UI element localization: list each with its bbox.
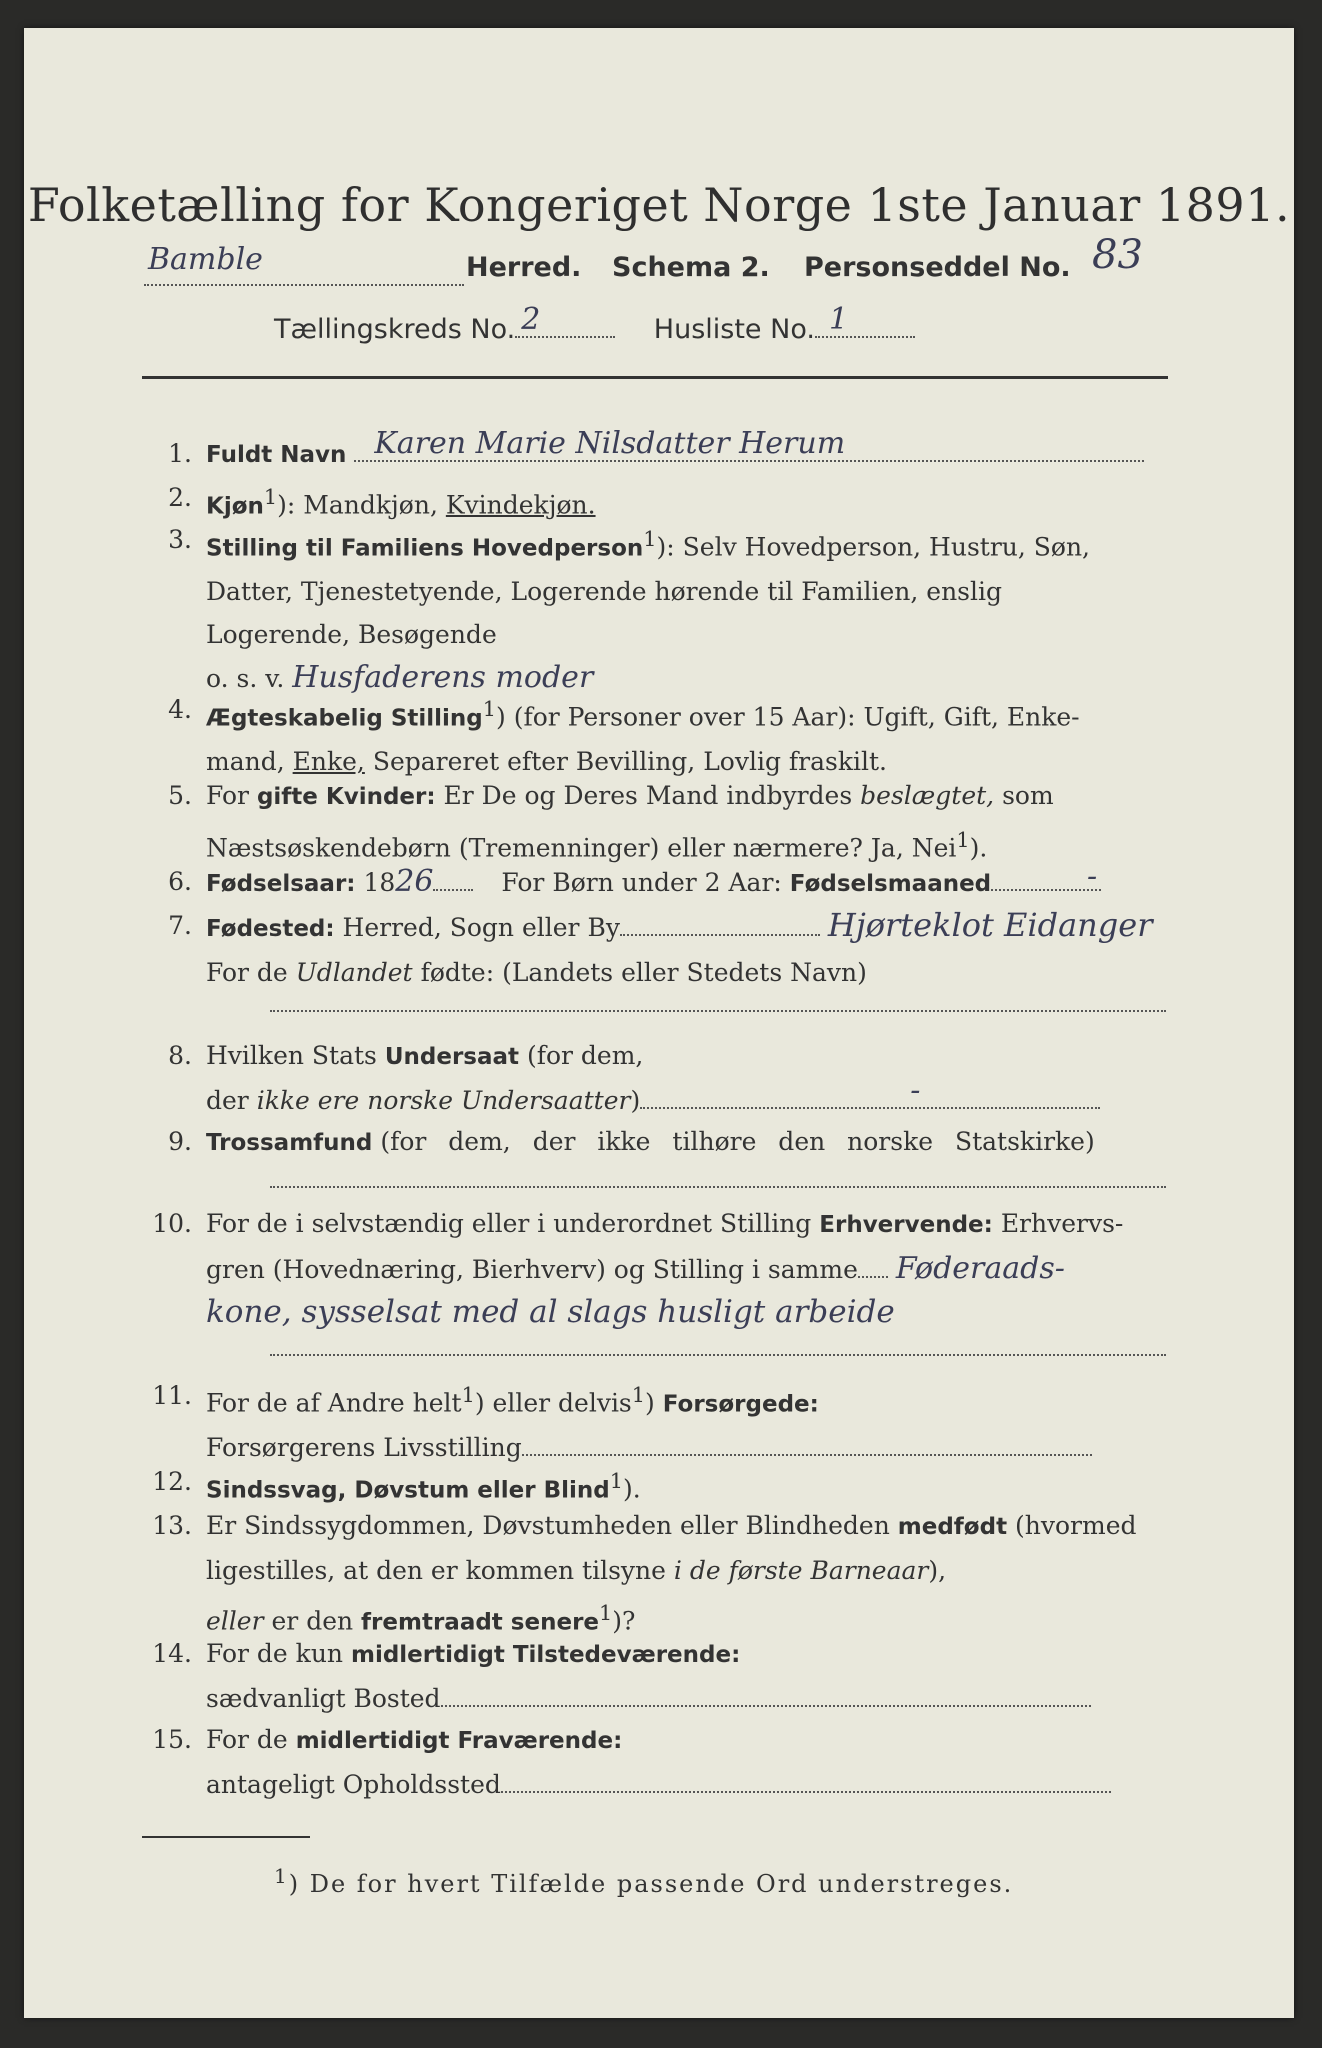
item-label: medfødt bbox=[897, 1514, 1008, 1540]
item-text: Hvilken Stats bbox=[206, 1041, 377, 1070]
item-text: Er De og Deres Mand indbyrdes bbox=[443, 781, 853, 810]
item-label: Ægteskabelig Stilling bbox=[206, 705, 483, 732]
item-text: er den bbox=[271, 1606, 354, 1636]
item-text: ) (for Personer over 15 Aar): Ugift, Gift, Enke- bbox=[496, 702, 1080, 732]
item-text: sædvanligt Bosted bbox=[206, 1684, 441, 1713]
item-label: midlertidigt Fraværende: bbox=[295, 1728, 623, 1754]
item-number: 3. bbox=[168, 525, 192, 554]
herred-value: Bamble bbox=[148, 242, 263, 277]
herred-label: Herred. bbox=[466, 252, 582, 283]
item-number: 11. bbox=[152, 1381, 192, 1410]
item-label: Stilling til Familiens Hovedperson bbox=[206, 535, 644, 562]
kreds-value: 2 bbox=[521, 302, 541, 337]
item-text: ) bbox=[645, 1388, 655, 1418]
item-number: 5. bbox=[168, 781, 192, 810]
item-label: Undersaat bbox=[384, 1044, 520, 1070]
item-text: (for dem, bbox=[526, 1041, 644, 1070]
item-text: For de bbox=[206, 1725, 288, 1754]
item-text: (for dem, der ikke tilhøre den norske Statskirke) bbox=[380, 1127, 1095, 1156]
item-text: gren (Hovednæring, Bierhverv) og Stilling i samme bbox=[206, 1255, 858, 1284]
item-label: Sindssvag, Døvstum eller Blind bbox=[206, 1477, 610, 1504]
item-label: Erhvervende: bbox=[819, 1212, 993, 1238]
relation-value: Husfaderens moder bbox=[292, 660, 594, 696]
item-text: Datter, Tjenestetyende, Logerende hørende til Familien, enslig bbox=[206, 577, 1003, 607]
item-label: Fødselsaar: bbox=[206, 871, 356, 897]
selected-option: Enke, bbox=[292, 747, 365, 777]
item-number: 12. bbox=[152, 1467, 192, 1496]
item-number: 10. bbox=[152, 1209, 192, 1238]
item-number: 2. bbox=[168, 483, 192, 512]
footnote-marker: 1 bbox=[274, 1864, 289, 1888]
footnote-text: ) De for hvert Tilfælde passende Ord understreges. bbox=[288, 1870, 1014, 1898]
item-text: ikke ere norske Undersaatter bbox=[256, 1086, 631, 1115]
item-number: 6. bbox=[168, 867, 192, 896]
item-number: 7. bbox=[168, 911, 192, 940]
blank-line bbox=[270, 1010, 1166, 1012]
personseddel-value: 83 bbox=[1092, 232, 1143, 278]
husliste-value: 1 bbox=[828, 302, 849, 337]
item-text: ): Mandkjøn, bbox=[277, 490, 438, 520]
item-text: For bbox=[206, 781, 249, 810]
item-text: antageligt Opholdssted bbox=[206, 1770, 501, 1799]
footnote-marker: 1 bbox=[482, 697, 497, 721]
citizenship-value: - bbox=[910, 1073, 921, 1108]
occupation-value-cont: kone, sysselsat med al slags husligt arbeide bbox=[206, 1294, 895, 1330]
item-number: 14. bbox=[152, 1639, 192, 1668]
item-text: (hvormed bbox=[1015, 1511, 1137, 1540]
item-number: 13. bbox=[152, 1511, 192, 1540]
item-text: der bbox=[206, 1086, 249, 1115]
footnote bbox=[274, 1864, 1013, 1898]
item-label: midlertidigt Tilstedeværende: bbox=[350, 1642, 741, 1668]
item-number: 15. bbox=[152, 1725, 192, 1754]
item-text: For de kun bbox=[206, 1639, 344, 1668]
item-number: 9. bbox=[168, 1127, 192, 1156]
name-value: Karen Marie Nilsdatter Herum bbox=[374, 426, 846, 461]
item-label: Fødselsmaaned bbox=[789, 871, 992, 897]
item-text: 18 bbox=[363, 868, 396, 897]
item-label: gifte Kvinder: bbox=[256, 784, 436, 810]
selected-option: Kvindekjøn. bbox=[445, 490, 596, 520]
item-text: mand, bbox=[206, 747, 285, 777]
item-text: ) bbox=[630, 1086, 641, 1115]
item-text: beslægtet, bbox=[860, 781, 995, 810]
item-text: )? bbox=[612, 1606, 636, 1636]
item-label: Trossamfund bbox=[206, 1130, 373, 1156]
item-number: 4. bbox=[168, 695, 192, 724]
item-text: eller bbox=[206, 1606, 264, 1636]
item-text: For de af Andre helt bbox=[206, 1388, 462, 1418]
item-text: ): Selv Hovedperson, Hustru, Søn, bbox=[656, 532, 1090, 562]
item-text: Herred, Sogn eller By bbox=[342, 913, 620, 942]
item-text: Logerende, Besøgende bbox=[206, 620, 497, 650]
item-text: som bbox=[1002, 781, 1054, 810]
item-text: ). bbox=[623, 1474, 641, 1504]
birth-year-value: 26 bbox=[395, 864, 434, 899]
birthplace-value: Hjørteklot Eidanger bbox=[827, 906, 1153, 944]
item-text: ) eller delvis bbox=[474, 1388, 632, 1418]
item-text: For de i selvstændig eller i underordnet Stilling bbox=[206, 1209, 812, 1238]
schema-label: Schema 2. bbox=[612, 252, 770, 283]
header-row bbox=[144, 232, 1164, 296]
footnote-rule bbox=[142, 1836, 310, 1838]
item-text: For de bbox=[206, 958, 288, 987]
item-number: 8. bbox=[168, 1041, 192, 1070]
husliste-label: Husliste No. bbox=[653, 314, 815, 345]
item-text: Næstsøskendebørn (Tremenninger) eller nærmere? Ja, Nei bbox=[206, 833, 957, 863]
footnote-marker: 1 bbox=[643, 527, 657, 551]
item-text: Udlandet bbox=[295, 958, 413, 987]
item-text: ligestilles, at den er kommen tilsyne bbox=[206, 1556, 666, 1585]
item-text: Separeret efter Bevilling, Lovlig fraskilt. bbox=[372, 747, 887, 777]
item-text: fødte: (Landets eller Stedets Navn) bbox=[420, 958, 867, 987]
personseddel-label: Personseddel No. bbox=[804, 252, 1071, 283]
item-label: Forsørgede: bbox=[662, 1391, 819, 1418]
census-form: Folketælling for Kongeriget Norge 1ste Januar 1891. Bamble Herred. Schema 2. Personseddel No. 83 Tællingskreds No. 2 Husliste No. 1 1. Fuldt Navn Karen Marie Nilsdatter Herum 2. Kjøn$^1$): Mandkjøn, Kvindekjøn. 3. Stilling til Familiens Hovedperson$^1$): Selv Hovedperson, Hustru, Søn, Datter, Tjenestetyende, Logerende hørende til Familien, enslig Logerende, Besøgende o. s. v. Husfaderens moder 4. Ægteskabelig Stilling$^1$) (for Personer over 15 Aar): Ugift, Gift, Enke- mand, Enke, Separeret efter Bevilling, Lovlig fraskilt. 5. For gifte Kvinder: Er De og Deres Mand indbyrdes beslægtet, som Næstsøskendebørn (Tremenninger) eller nærmere? Ja, Nei$^1$). 6. Fødselsaar: 1826 For Børn under 2 Aar: Fødselsmaaned - 7. Fødested: Herred, Sogn eller By Hjørteklot Eidanger For de Udlandet fødte: (Landets eller Stedets Navn) 8. Hvilken Stats Undersaat (for dem, der ikke ere norske Undersaatter) - 9. Trossamfund (for dem, der ikke tilhøre den norske Statskirke) 10. For de i selvstændig eller i underordnet Stilling Erhvervende: Erhvervs- gren (Hovednæring, Bierhverv) og Stilling i samme Føderaads- kone, sysselsat med al slags husligt arbeide 11. For de af Andre helt$^1$) eller delvis$^1$) Forsørgede: Forsørgerens Livsstilling 12. Sindssvag, Døvstum eller Blind$^1$). 13. Er Sindssygdommen, Døvstumheden eller Blindheden medfødt (hvormed ligestilles, at den er kommen tilsyne i de første Barneaar), eller er den fremtraadt senere$^1$)? 14. For de kun midlertidigt Tilstedeværende: sædvanligt Bosted 15. For de midlertidigt Fraværende: antageligt Opholdssted $^1$) De for hvert Tilfælde passende Ord understreges. bbox=[24, 28, 1294, 2018]
blank-line bbox=[270, 1186, 1166, 1188]
item-label: Fuldt Navn bbox=[206, 442, 347, 468]
footnote-marker: 1 bbox=[263, 485, 278, 509]
kreds-label: Tællingskreds No. bbox=[274, 314, 516, 345]
form-title: Folketælling for Kongeriget Norge 1ste Januar 1891. bbox=[27, 178, 1291, 232]
item-text: o. s. v. bbox=[206, 664, 285, 694]
item-text: Forsørgerens Livsstilling bbox=[206, 1433, 522, 1463]
item-text: Erhvervs- bbox=[1000, 1209, 1124, 1238]
header-rule bbox=[142, 376, 1168, 379]
blank-line bbox=[270, 1354, 1166, 1356]
item-label: fremtraadt senere bbox=[361, 1609, 600, 1636]
item-text: ), bbox=[928, 1556, 947, 1585]
kreds-row bbox=[274, 302, 915, 345]
item-text: i de første Barneaar bbox=[673, 1556, 929, 1585]
item-text: For Børn under 2 Aar: bbox=[501, 868, 782, 897]
item-label: Kjøn bbox=[206, 493, 264, 520]
item-label: Fødested: bbox=[206, 916, 335, 942]
birth-month-value: - bbox=[1087, 859, 1098, 894]
occupation-value: Føderaads- bbox=[895, 1251, 1065, 1286]
item-text: ). bbox=[969, 833, 988, 863]
item-text: Er Sindssygdommen, Døvstumheden eller Blindheden bbox=[206, 1511, 890, 1540]
item-number: 1. bbox=[168, 439, 192, 468]
